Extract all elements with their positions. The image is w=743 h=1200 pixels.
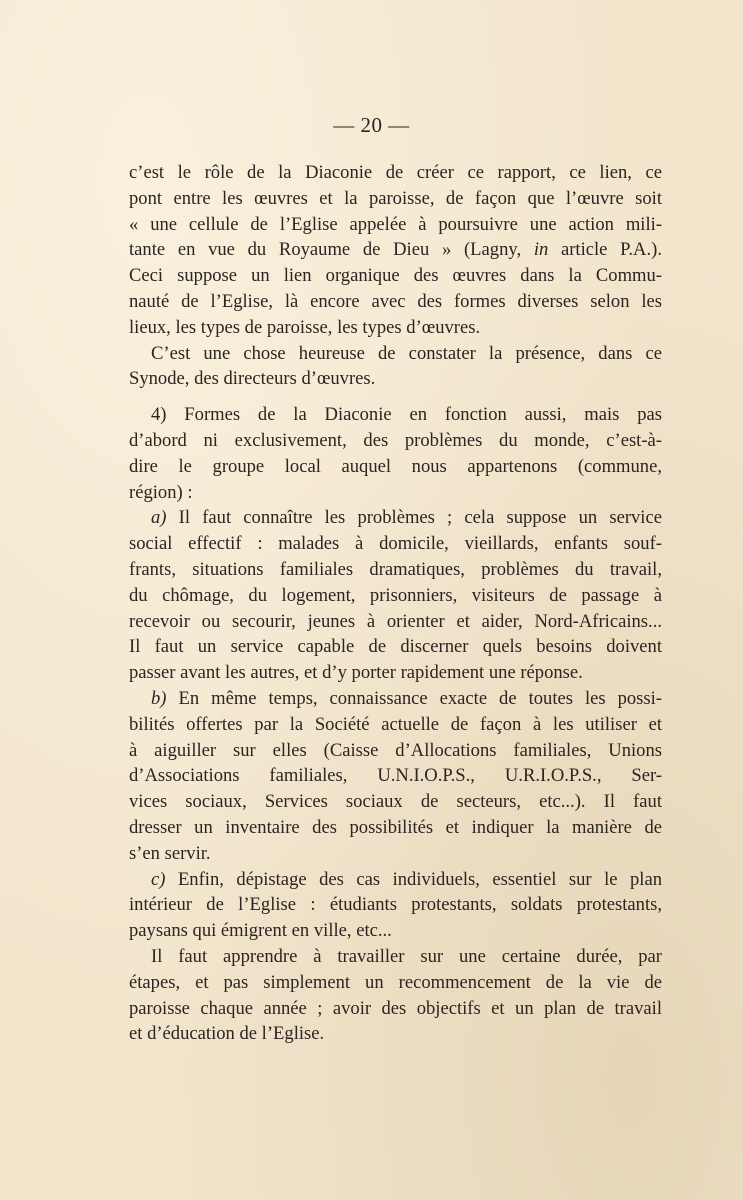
text-line: « une cellule de l’Eglise appelée à poursuivre une action mili- bbox=[129, 213, 662, 235]
text-line: lieux, les types de paroisse, les types d’œuvres. bbox=[129, 316, 481, 338]
text-line: recevoir ou secourir, jeunes à orienter et aider, Nord-Africains... bbox=[129, 610, 662, 632]
item-label: c) bbox=[151, 868, 166, 890]
paragraph-formes-diaconie bbox=[129, 402, 662, 505]
text-line: Il faut un service capable de discerner quels besoins doivent bbox=[129, 636, 662, 658]
text-line: Ceci suppose un lien organique des œuvres dans la Commu- bbox=[129, 265, 662, 287]
text-line: frants, situations familiales dramatiques, problèmes du travail, bbox=[129, 558, 662, 580]
text-line: région) : bbox=[129, 481, 193, 503]
text-line: 4) Formes de la Diaconie en fonction aussi, mais pas bbox=[151, 404, 662, 426]
text-line: d’abord ni exclusivement, des problèmes du monde, c’est-à- bbox=[129, 429, 662, 451]
text-line: d’Associations familiales, U.N.I.O.P.S., U.R.I.O.P.S., Ser- bbox=[129, 765, 662, 787]
text-line: C’est une chose heureuse de constater la présence, dans ce bbox=[151, 342, 662, 364]
text-line bbox=[129, 237, 662, 263]
text-line: c’est le rôle de la Diaconie de créer ce rapport, ce lien, ce bbox=[129, 162, 662, 183]
text-line: à aiguiller sur elles (Caisse d’Allocations familiales, Unions bbox=[129, 739, 662, 761]
text-line: du chômage, du logement, prisonniers, visiteurs de passage à bbox=[129, 584, 662, 606]
text-line: et d’éducation de l’Eglise. bbox=[129, 1023, 325, 1045]
paragraph-item-b bbox=[129, 686, 662, 867]
item-label: b) bbox=[151, 687, 167, 709]
text-line: intérieur de l’Eglise : étudiants protestants, soldats protestants, bbox=[129, 894, 662, 916]
text-segment: article P.A.). bbox=[560, 239, 662, 261]
text-line bbox=[129, 505, 662, 531]
paragraph-diaconie-role bbox=[129, 160, 662, 341]
text-line: Il faut apprendre à travailler sur une certaine durée, par bbox=[151, 945, 662, 967]
text-segment: En même temps, connaissance exacte de toutes les possi- bbox=[178, 687, 662, 709]
text-line bbox=[129, 686, 662, 712]
text-line: Synode, des directeurs d’œuvres. bbox=[129, 368, 376, 390]
text-line: s’en servir. bbox=[129, 842, 211, 864]
text-segment: Enfin, dépistage des cas individuels, essentiel sur le plan bbox=[177, 868, 663, 890]
text-line: paysans qui émigrent en ville, etc... bbox=[129, 920, 392, 942]
page-number: — 20 — bbox=[333, 113, 410, 137]
text-line: bilités offertes par la Société actuelle de façon à les utiliser et bbox=[129, 713, 662, 735]
paragraph-item-c bbox=[129, 867, 662, 944]
paragraph-conclusion bbox=[129, 944, 662, 1047]
text-line bbox=[129, 867, 662, 893]
body-text bbox=[129, 160, 662, 1047]
paragraph-item-a bbox=[129, 505, 662, 686]
text-line: étapes, et pas simplement un recommencement de la vie de bbox=[129, 971, 662, 993]
text-line: dresser un inventaire des possibilités et indiquer la manière de bbox=[129, 816, 662, 838]
text-segment: tante en vue du Royaume de Dieu » (Lagny, bbox=[129, 239, 522, 261]
text-line: passer avant les autres, et d’y porter rapidement une réponse. bbox=[129, 662, 583, 684]
text-line: vices sociaux, Services sociaux de secteurs, etc...). Il faut bbox=[129, 791, 662, 813]
text-line: pont entre les œuvres et la paroisse, de façon que l’œuvre soit bbox=[129, 187, 662, 209]
text-line: paroisse chaque année ; avoir des objectifs et un plan de travail bbox=[129, 997, 662, 1019]
text-line: social effectif : malades à domicile, vieillards, enfants souf- bbox=[129, 533, 662, 555]
item-label: a) bbox=[151, 507, 167, 529]
text-line: nauté de l’Eglise, là encore avec des formes diverses selon les bbox=[129, 290, 662, 312]
paragraph-synode bbox=[129, 341, 662, 393]
text-line: dire le groupe local auquel nous appartenons (commune, bbox=[129, 455, 662, 477]
italic-word: in bbox=[533, 239, 549, 261]
text-segment: Il faut connaître les problèmes ; cela suppose un service bbox=[178, 507, 662, 529]
